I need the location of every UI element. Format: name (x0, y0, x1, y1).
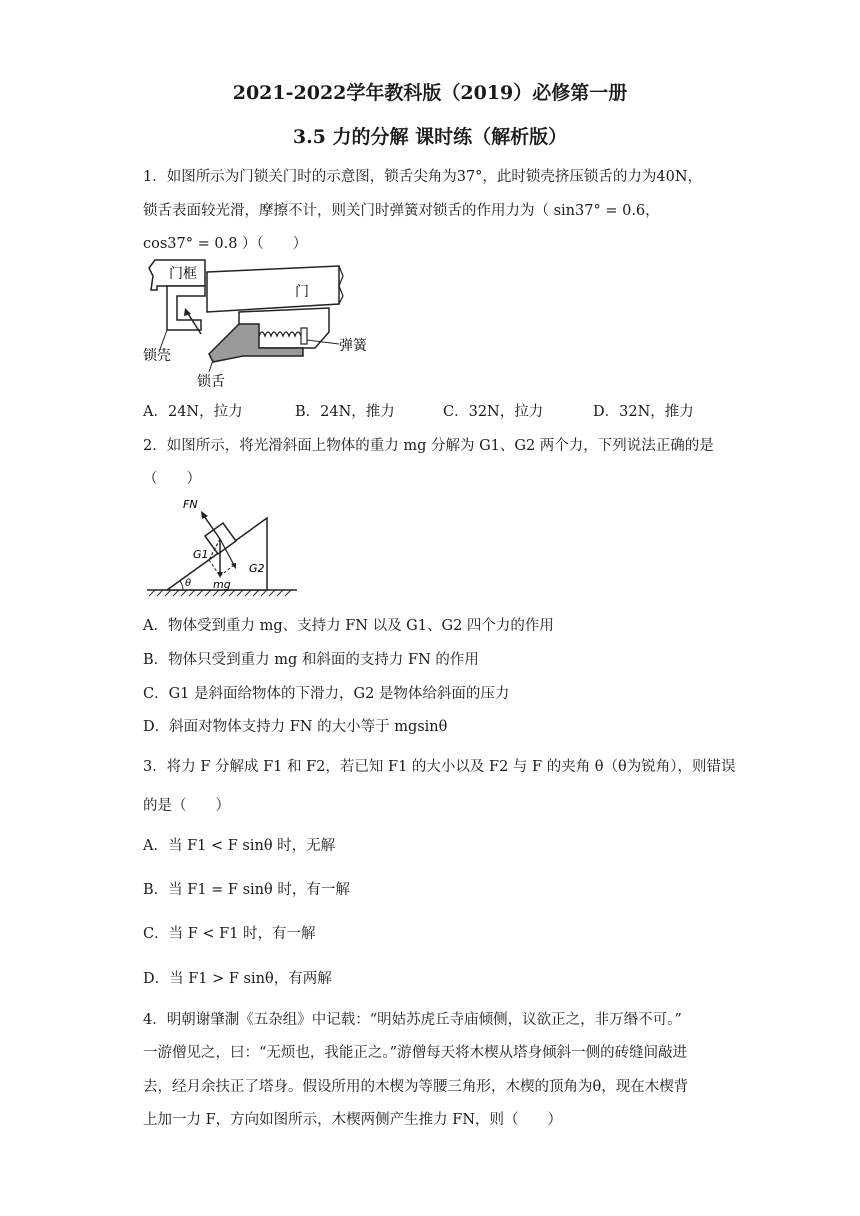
q1-stem-line-2: 锁舌表面较光滑，摩擦不计，则关门时弹簧对锁舌的作用力为（ sin37° = 0.6， (143, 203, 660, 219)
q2-option-d: D．斜面对物体支持力 FN 的大小等于 mgsinθ (143, 719, 448, 735)
g1-label: G1 (193, 548, 209, 561)
q3-stem-line-2: 的是（ ） (143, 798, 230, 814)
door-lock-figure (143, 256, 383, 391)
theta-label: θ (185, 578, 192, 589)
q1-option-c: C．32N，拉力 (443, 404, 544, 420)
q2-option-b: B．物体只受到重力 mg 和斜面的支持力 FN 的作用 (143, 652, 479, 668)
incline-figure (143, 492, 303, 602)
q3-option-a: A．当 F1 < F sinθ 时，无解 (143, 838, 336, 854)
fn-label: FN (183, 498, 198, 511)
g2-label: G2 (249, 562, 265, 575)
mg-label: mg (213, 578, 231, 591)
q4-stem-line-2: 一游僧见之，曰：“无烦也，我能正之。”游僧每天将木楔从塔身倾斜一侧的砖缝间敲进 (143, 1045, 688, 1061)
spring-label: 弹簧 (339, 338, 367, 354)
q2-option-a: A．物体受到重力 mg、支持力 FN 以及 G1、G2 四个力的作用 (143, 618, 554, 634)
q3-option-b: B．当 F1 = F sinθ 时，有一解 (143, 882, 350, 898)
q3-stem-line-1: 3．将力 F 分解成 F1 和 F2，若已知 F1 的大小以及 F2 与 F 的夹角 θ（θ为锐角），则错误 (143, 759, 736, 775)
q1-stem-line-3: cos37° = 0.8 ）（ ） (143, 236, 308, 252)
q3-option-c: C．当 F < F1 时，有一解 (143, 926, 316, 942)
q1-option-d: D．32N，推力 (593, 404, 694, 420)
lock-shell-label: 锁壳 (143, 348, 171, 364)
q4-stem-line-4: 上加一力 F，方向如图所示，木楔两侧产生推力 FN，则（ ） (143, 1112, 563, 1128)
q1-stem-line-1: 1．如图所示为门锁关门时的示意图，锁舌尖角为37°，此时锁壳挤压锁舌的力为40N， (143, 169, 703, 185)
q2-stem-line-1: 2．如图所示，将光滑斜面上物体的重力 mg 分解为 G1、G2 两个力，下列说法正确的是 (143, 438, 714, 454)
q2-stem-line-2: （ ） (143, 471, 201, 487)
q3-option-d: D．当 F1 > F sinθ，有两解 (143, 971, 332, 987)
door-frame-label: 门框 (169, 266, 197, 282)
q1-option-b: B．24N，推力 (295, 404, 395, 420)
q2-option-c: C．G1 是斜面给物体的下滑力，G2 是物体给斜面的压力 (143, 686, 510, 702)
door-label: 门 (295, 284, 309, 300)
document-subtitle: 3.5 力的分解 课时练（解析版） (292, 126, 568, 148)
lock-tongue-label: 锁舌 (197, 374, 225, 390)
document-title: 2021-2022学年教科版（2019）必修第一册 (232, 82, 628, 104)
q1-option-a: A．24N，拉力 (143, 404, 243, 420)
q4-stem-line-1: 4．明朝谢肇淛《五杂组》中记载：“明姑苏虎丘寺庙倾侧，议欲正之，非万缗不可。” (143, 1012, 682, 1028)
q4-stem-line-3: 去，经月余扶正了塔身。假设所用的木楔为等腰三角形，木楔的顶角为θ，现在木楔背 (143, 1079, 689, 1095)
